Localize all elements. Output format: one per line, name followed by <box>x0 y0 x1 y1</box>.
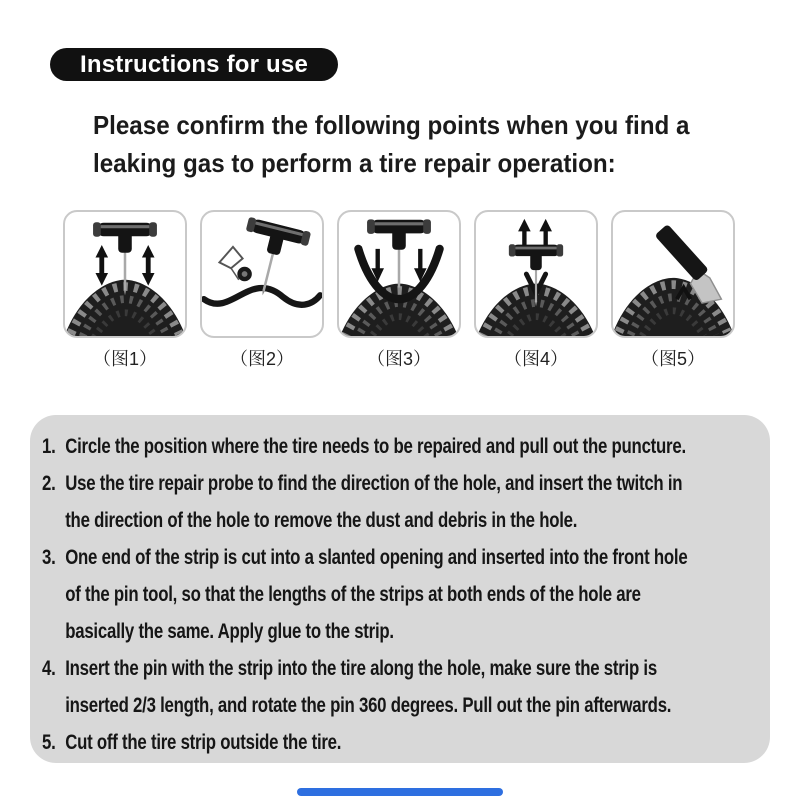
step-item-5 <box>42 724 774 761</box>
figure-2-caption: （图2） <box>229 349 294 369</box>
step-2-line: Use the tire repair probe to find the direction of the hole, and insert the twitch in <box>65 472 683 495</box>
figure-4-illustration <box>474 210 598 338</box>
step-3-number: 3. <box>42 546 56 569</box>
figure-4 <box>474 210 598 371</box>
intro-heading-line1: Please confirm the following points when you find a <box>93 110 690 140</box>
figure-3-caption: （图3） <box>366 349 431 369</box>
step-item-1 <box>42 428 774 465</box>
figure-1 <box>63 210 187 371</box>
cut-strip-icon <box>613 212 733 336</box>
step-3-line: of the pin tool, so that the lengths of the strips at both ends of the hole are <box>65 583 641 606</box>
figure-1-caption: （图1） <box>92 349 157 369</box>
step-2-number: 2. <box>42 472 56 495</box>
step-item-4 <box>42 650 774 724</box>
probe-strip-icon <box>202 212 322 336</box>
figure-2-illustration <box>200 210 324 338</box>
step-3-line: One end of the strip is cut into a slanted opening and inserted into the front hole <box>65 546 688 569</box>
step-4-line: Insert the pin with the strip into the tire along the hole, make sure the strip is <box>65 657 657 680</box>
step-5-line: Cut off the tire strip outside the tire. <box>65 731 342 754</box>
figure-1-illustration <box>63 210 187 338</box>
figure-row <box>63 210 735 371</box>
intro-heading-line2: leaking gas to perform a tire repair operation: <box>93 148 616 178</box>
step-4-number: 4. <box>42 657 56 680</box>
tool-plunge-icon <box>65 212 185 336</box>
step-1-line: Circle the position where the tire needs to be repaired and pull out the puncture. <box>65 435 686 458</box>
step-4-line: inserted 2/3 length, and rotate the pin 360 degrees. Pull out the pin afterwards. <box>65 694 672 717</box>
step-1-number: 1. <box>42 435 56 458</box>
step-item-2 <box>42 465 774 539</box>
steps-list <box>30 428 774 761</box>
step-5-number: 5. <box>42 731 56 754</box>
figure-5-illustration <box>611 210 735 338</box>
figure-4-caption: （图4） <box>503 349 568 369</box>
pull-out-pin-icon <box>476 212 596 336</box>
figure-5-caption: （图5） <box>640 349 705 369</box>
strip-in-tool-icon <box>339 212 459 336</box>
intro-heading <box>93 106 689 182</box>
step-2-line: the direction of the hole to remove the dust and debris in the hole. <box>65 509 578 532</box>
step-3-line: basically the same. Apply glue to the strip. <box>65 620 394 643</box>
figure-3 <box>337 210 461 371</box>
step-item-3 <box>42 539 774 650</box>
carousel-scroll-indicator <box>297 788 503 796</box>
figure-3-illustration <box>337 210 461 338</box>
figure-5 <box>611 210 735 371</box>
banner-label: Instructions for use <box>79 50 309 78</box>
steps-panel <box>30 415 770 763</box>
figure-2 <box>200 210 324 371</box>
section-banner <box>50 48 338 81</box>
